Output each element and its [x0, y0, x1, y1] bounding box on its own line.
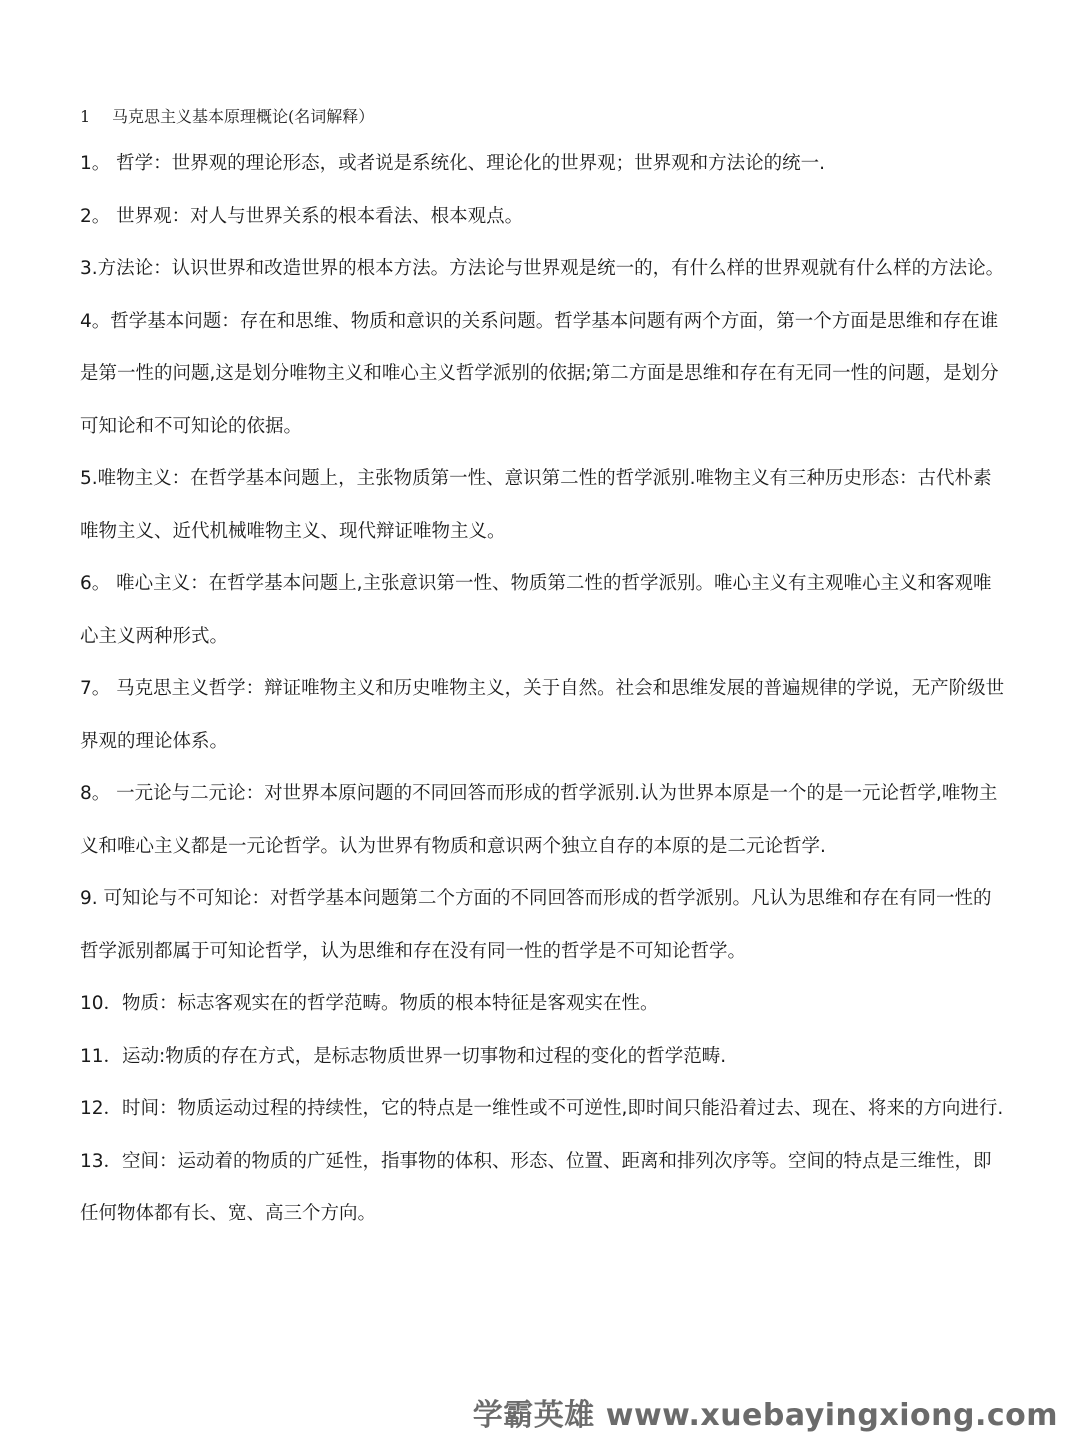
definition-entry: 7。 马克思主义哲学：辩证唯物主义和历史唯物主义，关于自然。社会和思维发展的普遍规律的学说，无产阶级世界观的理论体系。: [80, 678, 1005, 752]
document-title: 马克思主义基本原理概论(名词解释）: [112, 107, 375, 126]
definition-entry: 10．物质：标志客观实在的哲学范畴。物质的根本特征是客观实在性。: [80, 993, 659, 1014]
site-watermark: 学霸英雄 www.xuebayingxiong.com: [472, 1398, 1058, 1433]
definition-entry: 6。 唯心主义：在哲学基本问题上,主张意识第一性、物质第二性的哲学派别。唯心主义有主观唯心主义和客观唯心主义两种形式。: [80, 573, 992, 647]
definition-list: [80, 138, 1010, 1241]
definition-entry: 11．运动:物质的存在方式，是标志物质世界一切事物和过程的变化的哲学范畴.: [80, 1045, 727, 1067]
header-number: 1: [80, 107, 91, 126]
definition-entry: 5.唯物主义：在哲学基本问题上，主张物质第一性、意识第二性的哲学派别.唯物主义有三种历史形态：古代朴素唯物主义、近代机械唯物主义、现代辩证唯物主义。: [80, 468, 992, 542]
definition-entry: 4。哲学基本问题：存在和思维、物质和意识的关系问题。哲学基本问题有两个方面，第一个方面是思维和存在谁是第一性的问题,这是划分唯物主义和唯心主义哲学派别的依据;第二方面是思维和存在有无同一性的问题，是划分可知论和不可知论的依据。: [80, 310, 999, 437]
definition-entry: 12．时间：物质运动过程的持续性，它的特点是一维性或不可逆性,即时间只能沿着过去、现在、将来的方向进行.: [80, 1098, 1004, 1119]
definition-entry: 1。 哲学：世界观的理论形态，或者说是系统化、理论化的世界观；世界观和方法论的统一.: [80, 153, 826, 174]
definition-entry: 13．空间：运动着的物质的广延性，指事物的体积、形态、位置、距离和排列次序等。空间的特点是三维性，即任何物体都有长、宽、高三个方向。: [80, 1150, 992, 1224]
document-header: [80, 104, 374, 127]
definition-entry: 9. 可知论与不可知论：对哲学基本问题第二个方面的不同回答而形成的哲学派别。凡认为思维和存在有同一性的哲学派别都属于可知论哲学，认为思维和存在没有同一性的哲学是不可知论哲学。: [80, 888, 992, 962]
definition-entry: 2。 世界观：对人与世界关系的根本看法、根本观点。: [80, 205, 524, 227]
definition-entry: 8。 一元论与二元论：对世界本原问题的不同回答而形成的哲学派别.认为世界本原是一个的是一元论哲学,唯物主义和唯心主义都是一元论哲学。认为世界有物质和意识两个独立自存的本原的是二元论哲学.: [80, 783, 998, 857]
definition-entry: 3.方法论：认识世界和改造世界的根本方法。方法论与世界观是统一的，有什么样的世界观就有什么样的方法论。: [80, 258, 1005, 279]
